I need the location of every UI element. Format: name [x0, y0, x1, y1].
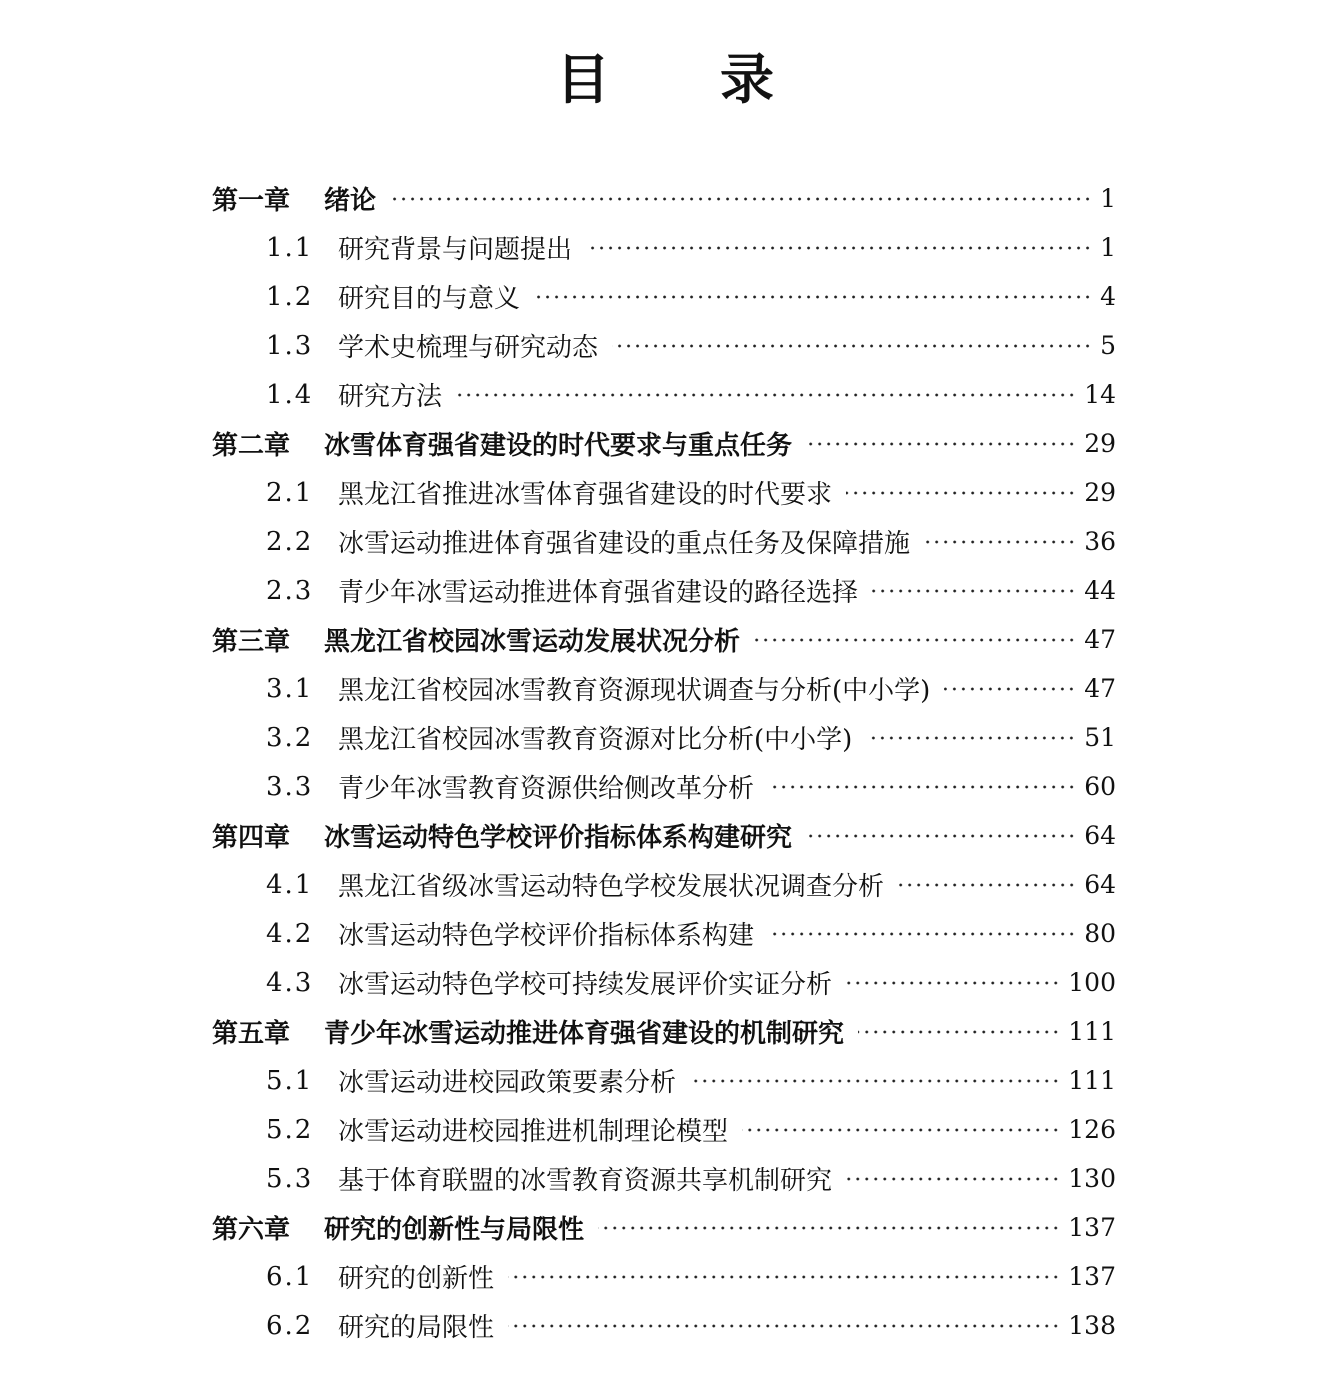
toc-page-number: 14: [1084, 380, 1116, 409]
dot-leader: [508, 1324, 1060, 1328]
toc-entry-number: 3.3: [266, 771, 314, 802]
toc-entry-number: 1.1: [266, 232, 314, 263]
toc-page-number: 137: [1068, 1262, 1116, 1291]
toc-entry-title: 绪论: [324, 186, 377, 216]
toc-chapter-row[interactable]: [212, 811, 1116, 860]
toc-entry-title: 研究的创新性与局限性: [324, 1215, 585, 1245]
dot-leader: [390, 197, 1092, 201]
toc-entry-title: 冰雪运动推进体育强省建设的重点任务及保障措施: [338, 529, 911, 559]
toc-section-row[interactable]: [212, 1105, 1116, 1154]
toc-page-number: 36: [1084, 527, 1116, 556]
toc-entry-title: 基于体育联盟的冰雪教育资源共享机制研究: [338, 1166, 833, 1196]
toc-page-number: 138: [1068, 1311, 1116, 1340]
toc-entry-number: 第五章: [212, 1019, 291, 1049]
toc-section-row[interactable]: [212, 468, 1116, 517]
dot-leader: [742, 1128, 1060, 1132]
toc-page-number: 80: [1084, 919, 1116, 948]
toc-entry-title: 冰雪运动特色学校可持续发展评价实证分析: [338, 970, 833, 1000]
toc-section-row[interactable]: [212, 958, 1116, 1007]
dot-leader: [846, 981, 1060, 985]
toc-entry-number: 4.2: [266, 918, 314, 949]
toc-page-number: 111: [1068, 1017, 1116, 1046]
dot-leader: [846, 491, 1076, 495]
toc-entry-number: 2.1: [266, 477, 314, 508]
dot-leader: [944, 687, 1076, 691]
dot-leader: [508, 1275, 1060, 1279]
toc-entry-number: 第三章: [212, 627, 291, 657]
toc-entry-title: 青少年冰雪运动推进体育强省建设的机制研究: [324, 1019, 845, 1049]
toc-section-row[interactable]: [212, 1056, 1116, 1105]
dot-leader: [612, 344, 1092, 348]
toc-entry-number: 5.1: [266, 1065, 314, 1096]
toc-entry-number: 6.1: [266, 1261, 314, 1292]
toc-entry-title: 冰雪运动特色学校评价指标体系构建研究: [324, 823, 793, 853]
toc-page-number: 130: [1068, 1164, 1116, 1193]
toc-entry-title: 冰雪运动进校园政策要素分析: [338, 1068, 677, 1098]
toc-page-number: 1: [1100, 233, 1116, 262]
toc-section-row[interactable]: [212, 370, 1116, 419]
toc-entry-number: 第六章: [212, 1215, 291, 1245]
toc-page-number: 137: [1068, 1213, 1116, 1242]
toc-entry-title: 黑龙江省校园冰雪教育资源对比分析(中小学): [338, 725, 853, 755]
toc-entry-title: 青少年冰雪运动推进体育强省建设的路径选择: [338, 578, 859, 608]
toc-section-row[interactable]: [212, 272, 1116, 321]
toc-page-number: 29: [1084, 429, 1116, 458]
toc-page-number: 44: [1084, 576, 1116, 605]
toc-entry-number: 第四章: [212, 823, 291, 853]
toc-entry-number: 4.1: [266, 869, 314, 900]
toc-page-number: 47: [1084, 625, 1116, 654]
toc-page-number: 126: [1068, 1115, 1116, 1144]
toc-entry-number: 3.2: [266, 722, 314, 753]
toc-entry-title: 冰雪运动进校园推进机制理论模型: [338, 1117, 729, 1147]
dot-leader: [768, 932, 1076, 936]
toc-page-number: 111: [1068, 1066, 1116, 1095]
toc-entry-title: 黑龙江省推进冰雪体育强省建设的时代要求: [338, 480, 833, 510]
toc-entry-title: 冰雪体育强省建设的时代要求与重点任务: [324, 431, 793, 461]
dot-leader: [586, 246, 1092, 250]
toc-entry-number: 5.2: [266, 1114, 314, 1145]
dot-leader: [768, 785, 1076, 789]
toc-section-row[interactable]: [212, 321, 1116, 370]
toc-page-number: 29: [1084, 478, 1116, 507]
toc-page-number: 64: [1084, 821, 1116, 850]
toc-section-row[interactable]: [212, 664, 1116, 713]
toc-section-row[interactable]: [212, 1154, 1116, 1203]
toc-entry-title: 研究背景与问题提出: [338, 235, 573, 265]
dot-leader: [872, 589, 1076, 593]
toc-entry-number: 第二章: [212, 431, 291, 461]
dot-leader: [924, 540, 1076, 544]
dot-leader: [898, 883, 1076, 887]
toc-page-number: 51: [1084, 723, 1116, 752]
toc-entry-title: 研究的创新性: [338, 1264, 495, 1294]
toc-section-row[interactable]: [212, 517, 1116, 566]
table-of-contents: [212, 174, 1116, 1350]
toc-entry-title: 冰雪运动特色学校评价指标体系构建: [338, 921, 755, 951]
dot-leader: [754, 638, 1076, 642]
dot-leader: [858, 1030, 1060, 1034]
toc-entry-number: 2.3: [266, 575, 314, 606]
toc-section-row[interactable]: [212, 566, 1116, 615]
toc-chapter-row[interactable]: [212, 419, 1116, 468]
toc-page-number: 1: [1100, 184, 1116, 213]
toc-entry-number: 4.3: [266, 967, 314, 998]
toc-section-row[interactable]: [212, 762, 1116, 811]
page-title: [0, 40, 1330, 120]
toc-chapter-row[interactable]: [212, 1007, 1116, 1056]
toc-entry-number: 6.2: [266, 1310, 314, 1341]
toc-entry-title: 研究目的与意义: [338, 284, 521, 314]
toc-section-row[interactable]: [212, 860, 1116, 909]
toc-chapter-row[interactable]: [212, 615, 1116, 664]
page-title-char-1: 目: [556, 48, 610, 111]
dot-leader: [598, 1226, 1060, 1230]
toc-entry-title: 黑龙江省校园冰雪教育资源现状调查与分析(中小学): [338, 676, 931, 706]
dot-leader: [806, 442, 1076, 446]
toc-entry-number: 1.4: [266, 379, 314, 410]
toc-page-number: 47: [1084, 674, 1116, 703]
toc-section-row[interactable]: [212, 713, 1116, 762]
toc-page-number: 60: [1084, 772, 1116, 801]
toc-entry-number: 5.3: [266, 1163, 314, 1194]
toc-section-row[interactable]: [212, 223, 1116, 272]
dot-leader: [866, 736, 1076, 740]
dot-leader: [534, 295, 1092, 299]
toc-entry-title: 黑龙江省级冰雪运动特色学校发展状况调查分析: [338, 872, 885, 902]
dot-leader: [846, 1177, 1060, 1181]
toc-page-number: 64: [1084, 870, 1116, 899]
toc-section-row[interactable]: [212, 1252, 1116, 1301]
toc-page-number: 5: [1100, 331, 1116, 360]
toc-entry-number: 1.2: [266, 281, 314, 312]
toc-entry-title: 研究方法: [338, 382, 443, 412]
toc-section-row[interactable]: [212, 1301, 1116, 1350]
toc-section-row[interactable]: [212, 909, 1116, 958]
toc-entry-number: 2.2: [266, 526, 314, 557]
toc-entry-title: 研究的局限性: [338, 1313, 495, 1343]
page-title-char-2: 录: [720, 48, 774, 111]
toc-entry-number: 第一章: [212, 186, 291, 216]
toc-entry-number: 1.3: [266, 330, 314, 361]
toc-chapter-row[interactable]: [212, 1203, 1116, 1252]
toc-entry-title: 黑龙江省校园冰雪运动发展状况分析: [324, 627, 741, 657]
dot-leader: [806, 834, 1076, 838]
toc-entry-title: 青少年冰雪教育资源供给侧改革分析: [338, 774, 755, 804]
dot-leader: [690, 1079, 1060, 1083]
toc-chapter-row[interactable]: [212, 174, 1116, 223]
toc-entry-title: 学术史梳理与研究动态: [338, 333, 599, 363]
toc-page-number: 100: [1068, 968, 1116, 997]
toc-page-number: 4: [1100, 282, 1116, 311]
toc-entry-number: 3.1: [266, 673, 314, 704]
dot-leader: [456, 393, 1076, 397]
